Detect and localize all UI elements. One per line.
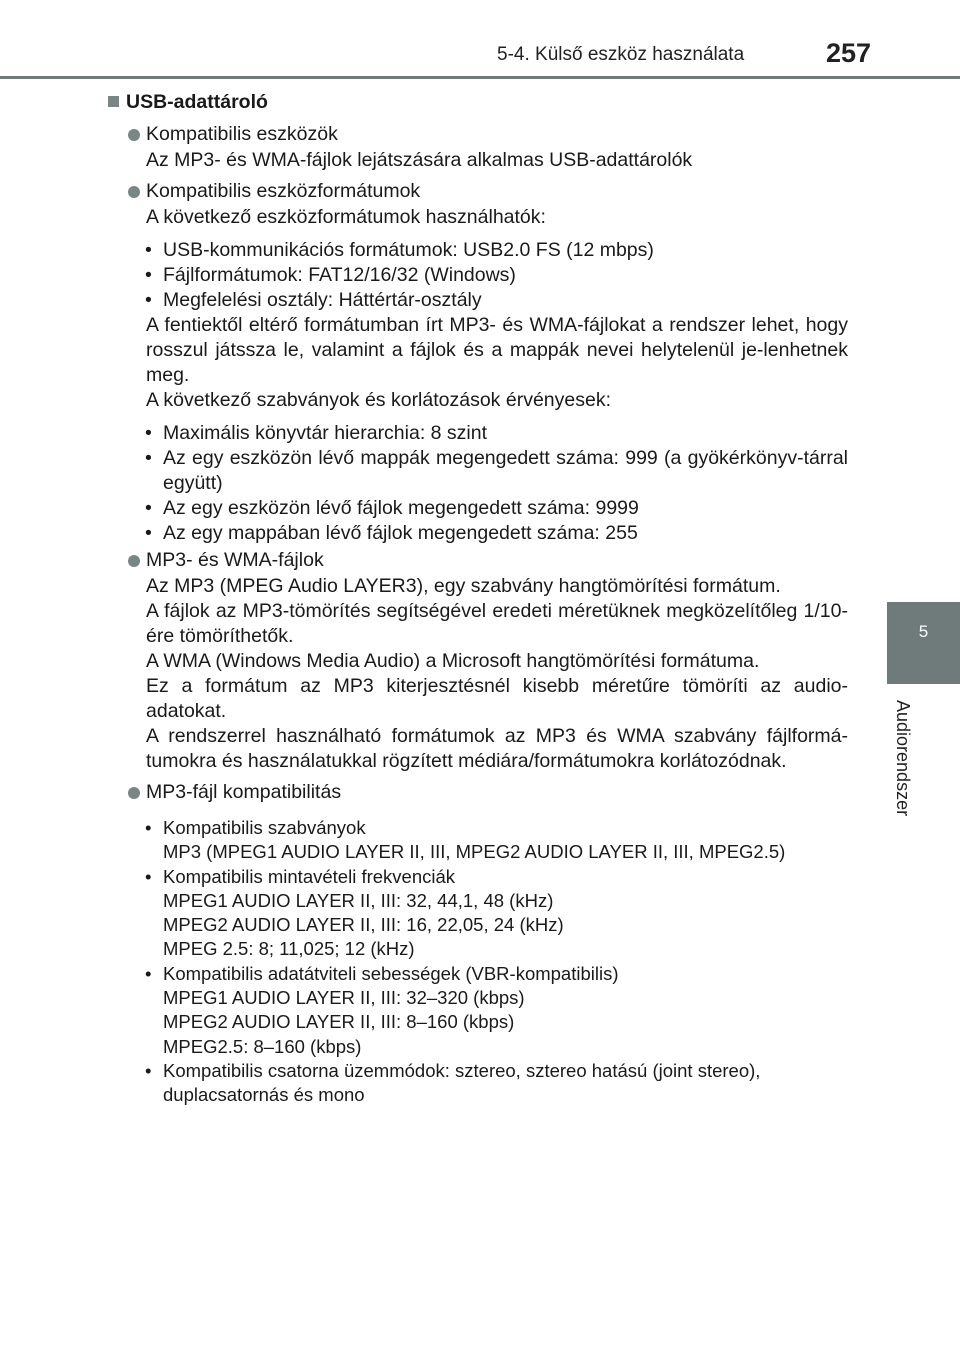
list-item: • Kompatibilis adatátviteli sebességek (VBR-kompatibilis) MPEG1 AUDIO LAYER II, III: 32–320 (kbps) MPEG2 AUDIO LAYER II, III: 8–160 (kbps) MPEG2.5: 8–160 (kbps) bbox=[163, 962, 848, 1059]
list-item: • USB-kommunikációs formátumok: USB2.0 FS (12 mbps) bbox=[145, 239, 654, 261]
list-item-line: MPEG1 AUDIO LAYER II, III: 32–320 (kbps) bbox=[163, 987, 525, 1009]
list-item: • Az egy eszközön lévő mappák megengedett száma: 999 (a gyökérkönyv-tárral együtt) bbox=[145, 447, 848, 494]
chapter-tab-label: Audiorendszer bbox=[893, 700, 913, 817]
list-item-line: MPEG1 AUDIO LAYER II, III: 32, 44,1, 48 (kHz) bbox=[163, 889, 554, 911]
mp3-compat-list bbox=[108, 816, 848, 1108]
subheading-mp3-wma bbox=[108, 548, 848, 574]
chapter-tab-number: 5 bbox=[918, 622, 929, 641]
list-item-heading: Kompatibilis csatorna üzemmódok: sztereo, sztereo hatású (joint stereo), duplacsatornás és mono bbox=[163, 1059, 761, 1106]
list-item-heading: Kompatibilis szabványok bbox=[163, 817, 366, 838]
list-item-line: MPEG2 AUDIO LAYER II, III: 16, 22,05, 24 (kHz) bbox=[163, 914, 564, 936]
paragraph: A fájlok az MP3-tömörítés segítségével eredeti méretüknek megközelítőleg 1/10-ére tömöríthetők. bbox=[146, 600, 848, 647]
list-item-text: Maximális könyvtár hierarchia: 8 szint bbox=[163, 422, 488, 444]
square-bullet-icon bbox=[108, 96, 119, 107]
subheading-text: Kompatibilis eszközformátumok bbox=[146, 180, 421, 202]
list-item-text: Az egy mappában lévő fájlok megengedett száma: 255 bbox=[163, 522, 638, 544]
list-item-heading: Kompatibilis mintavételi frekvenciák bbox=[163, 865, 456, 887]
list-item-text: Fájlformátumok: FAT12/16/32 (Windows) bbox=[163, 264, 516, 286]
list-item: • Kompatibilis szabványok MP3 (MPEG1 AUDIO LAYER II, III, MPEG2 AUDIO LAYER II, III, MPEG2.5) bbox=[163, 816, 848, 865]
list-item: • Megfelelési osztály: Háttértár-osztály bbox=[145, 289, 482, 311]
paragraph: A WMA (Windows Media Audio) a Microsoft hangtömörítési formátuma. bbox=[146, 650, 760, 672]
list-item-heading: Kompatibilis adatátviteli sebességek (VBR-kompatibilis) bbox=[163, 962, 619, 984]
circle-bullet-icon bbox=[128, 787, 140, 799]
chapter-tab bbox=[887, 602, 960, 684]
paragraph: Ez a formátum az MP3 kiterjesztésnél kisebb méretűre tömöríti az audio-adatokat. bbox=[146, 675, 848, 722]
list-item: • Kompatibilis mintavételi frekvenciák MPEG1 AUDIO LAYER II, III: 32, 44,1, 48 (kHz) MPEG2 AUDIO LAYER II, III: 16, 22,05, 24 (kHz) MPEG 2.5: 8; 11,025; 12 (kHz) bbox=[163, 865, 848, 962]
page-number: 257 bbox=[826, 38, 872, 68]
subheading-mp3-compat bbox=[108, 780, 848, 806]
paragraph: A rendszerrel használható formátumok az MP3 és WMA szabvány fájlformá-tumokra és használatukkal rögzített médiára/formátumokra korlátozódnak. bbox=[146, 725, 848, 772]
paragraph: A fentiektől eltérő formátumban írt MP3- és WMA-fájlokat a rendszer lehet, hogy rosszul játssza le, valamint a fájlok és a mappák nevei helytelenül je-lenhetnek meg. bbox=[146, 314, 848, 386]
circle-bullet-icon bbox=[128, 186, 140, 198]
list-item-text: Az egy eszközön lévő mappák megengedett száma: 999 (a gyökérkönyv-tárral együtt) bbox=[163, 447, 848, 494]
list-item-line: MPEG2.5: 8–160 (kbps) bbox=[163, 1035, 362, 1057]
header-section-title: 5-4. Külső eszköz használata bbox=[497, 44, 745, 65]
list-item: • Fájlformátumok: FAT12/16/32 (Windows) bbox=[145, 264, 516, 286]
subheading-text: Kompatibilis eszközök bbox=[146, 123, 338, 145]
circle-bullet-icon bbox=[128, 555, 140, 567]
format-list bbox=[108, 238, 848, 313]
limits-list bbox=[108, 421, 848, 546]
subheading-text: MP3-fájl kompatibilitás bbox=[146, 781, 342, 803]
paragraph: A következő szabványok és korlátozások érvényesek: bbox=[146, 389, 611, 411]
paragraph: Az MP3- és WMA-fájlok lejátszására alkalmas USB-adattárolók bbox=[146, 149, 693, 171]
circle-bullet-icon bbox=[128, 129, 140, 141]
list-item-line: MPEG 2.5: 8; 11,025; 12 (kHz) bbox=[163, 938, 415, 960]
subheading-text: MP3- és WMA-fájlok bbox=[146, 549, 324, 571]
section-heading bbox=[108, 90, 848, 116]
header-rule bbox=[0, 76, 960, 79]
subheading-device-formats bbox=[108, 179, 848, 205]
list-item-text: Megfelelési osztály: Háttértár-osztály bbox=[163, 289, 482, 311]
subheading-compatible-devices bbox=[108, 122, 848, 148]
list-item: • Az egy mappában lévő fájlok megengedett száma: 255 bbox=[145, 522, 638, 544]
page-content bbox=[108, 90, 848, 1108]
list-item: • Az egy eszközön lévő fájlok megengedett száma: 9999 bbox=[145, 497, 639, 519]
section-heading-text: USB-adattároló bbox=[126, 91, 268, 113]
list-item: • Kompatibilis csatorna üzemmódok: sztereo, sztereo hatású (joint stereo), duplacsatornás és mono bbox=[163, 1059, 848, 1108]
paragraph: Az MP3 (MPEG Audio LAYER3), egy szabvány hangtömörítési formátum. bbox=[146, 575, 781, 597]
list-item-text: USB-kommunikációs formátumok: USB2.0 FS (12 mbps) bbox=[163, 239, 654, 261]
list-item-text: Az egy eszközön lévő fájlok megengedett száma: 9999 bbox=[163, 497, 639, 519]
paragraph: A következő eszközformátumok használhatók: bbox=[146, 206, 546, 228]
list-item-line: MPEG2 AUDIO LAYER II, III: 8–160 (kbps) bbox=[163, 1011, 515, 1033]
list-item-line: MP3 (MPEG1 AUDIO LAYER II, III, MPEG2 AUDIO LAYER II, III, MPEG2.5) bbox=[163, 841, 786, 863]
list-item: • Maximális könyvtár hierarchia: 8 szint bbox=[145, 422, 488, 444]
